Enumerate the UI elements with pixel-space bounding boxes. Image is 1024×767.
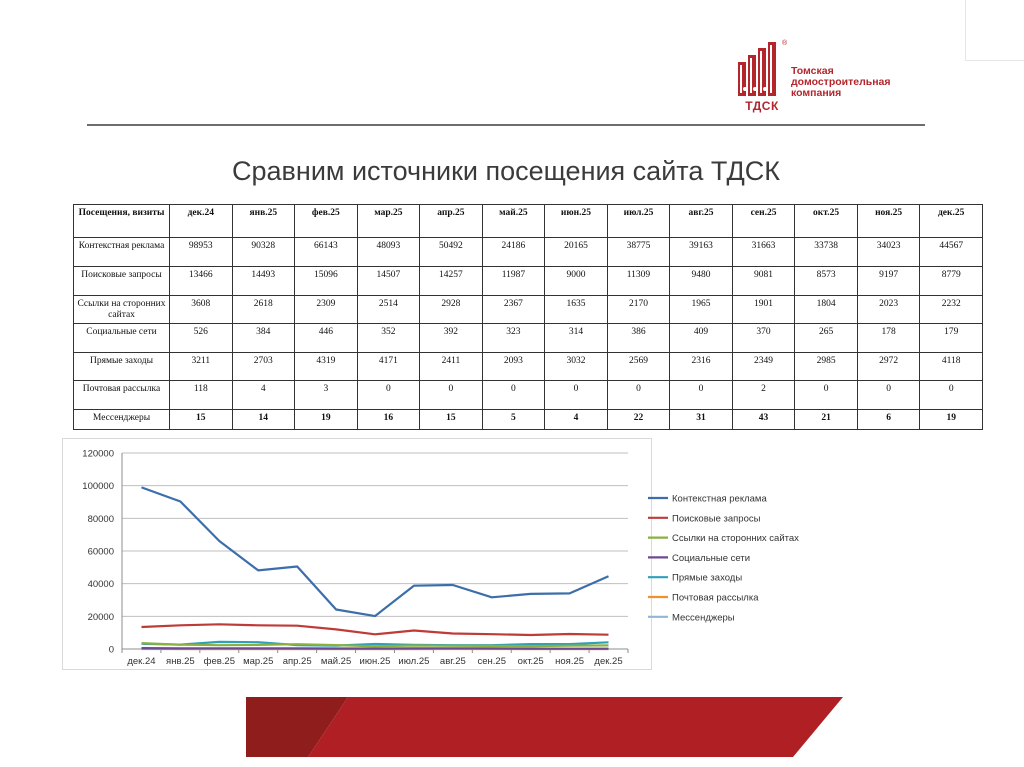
y-tick-label: 120000	[82, 448, 114, 460]
table-cell: 20165	[545, 238, 608, 267]
table-cell: 179	[920, 324, 983, 353]
table-cell: 15	[420, 410, 483, 430]
table-cell: 2349	[732, 353, 795, 381]
table-cell: 2367	[482, 296, 545, 324]
visits-line-chart	[62, 438, 799, 670]
table-row	[74, 238, 983, 267]
table-cell: 4171	[357, 353, 420, 381]
table-cell: 34023	[857, 238, 920, 267]
table-cell: 19	[295, 410, 358, 430]
table-cell: 0	[795, 381, 858, 410]
table-cell: 19	[920, 410, 983, 430]
table-cell: 526	[170, 324, 233, 353]
table-cell: 4118	[920, 353, 983, 381]
table-cell: 2569	[607, 353, 670, 381]
table-column-header: мар.25	[357, 205, 420, 238]
table-cell: 3032	[545, 353, 608, 381]
table-row	[74, 353, 983, 381]
table-cell: 0	[357, 381, 420, 410]
legend-label: Социальные сети	[672, 552, 751, 564]
y-tick-label: 100000	[82, 481, 114, 493]
table-cell: 31	[670, 410, 733, 430]
table-cell: 9000	[545, 267, 608, 296]
footer-red-band	[246, 697, 843, 757]
table-column-header: фев.25	[295, 205, 358, 238]
table-cell: 3211	[170, 353, 233, 381]
table-cell: 0	[670, 381, 733, 410]
row-label: Социальные сети	[74, 324, 170, 353]
table-cell: 0	[607, 381, 670, 410]
table-cell: 24186	[482, 238, 545, 267]
table-cell: 48093	[357, 238, 420, 267]
table-cell: 323	[482, 324, 545, 353]
row-label: Поисковые запросы	[74, 267, 170, 296]
table-cell: 3608	[170, 296, 233, 324]
table-cell: 2232	[920, 296, 983, 324]
series-line	[142, 487, 609, 616]
frame-line	[965, 0, 966, 60]
table-cell: 66143	[295, 238, 358, 267]
table-cell: 1965	[670, 296, 733, 324]
table-cell: 370	[732, 324, 795, 353]
table-cell: 1901	[732, 296, 795, 324]
x-tick-label: дек.25	[594, 656, 623, 667]
table-cell: 2023	[857, 296, 920, 324]
x-tick-label: окт.25	[517, 656, 544, 667]
row-label: Мессенджеры	[74, 410, 170, 430]
table-cell: 9197	[857, 267, 920, 296]
table-column-header: май.25	[482, 205, 545, 238]
table-cell: 5	[482, 410, 545, 430]
y-tick-label: 0	[108, 644, 114, 656]
table-column-header: апр.25	[420, 205, 483, 238]
table-cell: 2309	[295, 296, 358, 324]
table-cell: 384	[232, 324, 295, 353]
y-tick-label: 80000	[87, 513, 114, 525]
row-label: Ссылки на сторонних сайтах	[74, 296, 170, 324]
y-tick-label: 60000	[87, 546, 114, 558]
table-column-header: окт.25	[795, 205, 858, 238]
row-label: Прямые заходы	[74, 353, 170, 381]
x-tick-label: фев.25	[203, 656, 235, 667]
table-cell: 43	[732, 410, 795, 430]
table-cell: 11309	[607, 267, 670, 296]
table-cell: 14	[232, 410, 295, 430]
table-cell: 90328	[232, 238, 295, 267]
table-cell: 2618	[232, 296, 295, 324]
table-cell: 2514	[357, 296, 420, 324]
table-cell: 13466	[170, 267, 233, 296]
table-cell: 4	[232, 381, 295, 410]
table-cell: 11987	[482, 267, 545, 296]
table-cell: 9480	[670, 267, 733, 296]
table-cell: 1804	[795, 296, 858, 324]
table-cell: 14257	[420, 267, 483, 296]
legend-label: Контекстная реклама	[672, 493, 767, 505]
row-label: Контекстная реклама	[74, 238, 170, 267]
table-row	[74, 410, 983, 430]
x-tick-label: янв.25	[166, 656, 195, 667]
table-cell: 21	[795, 410, 858, 430]
table-cell: 33738	[795, 238, 858, 267]
row-label: Почтовая рассылка	[74, 381, 170, 410]
table-cell: 178	[857, 324, 920, 353]
table-column-header: авг.25	[670, 205, 733, 238]
table-cell: 2972	[857, 353, 920, 381]
table-cell: 31663	[732, 238, 795, 267]
table-cell: 386	[607, 324, 670, 353]
table-column-header: июл.25	[607, 205, 670, 238]
x-tick-label: май.25	[320, 656, 352, 667]
table-row	[74, 267, 983, 296]
legend-label: Поисковые запросы	[672, 513, 761, 525]
table-cell: 446	[295, 324, 358, 353]
table-column-header: янв.25	[232, 205, 295, 238]
table-cell: 2316	[670, 353, 733, 381]
table-cell: 2928	[420, 296, 483, 324]
x-tick-label: сен.25	[477, 656, 507, 667]
x-tick-label: апр.25	[282, 656, 312, 667]
table-header-label: Посещения, визиты	[74, 205, 170, 238]
table-cell: 4	[545, 410, 608, 430]
table-cell: 39163	[670, 238, 733, 267]
y-tick-label: 40000	[87, 579, 114, 591]
table-header-row	[74, 205, 983, 238]
table-cell: 14507	[357, 267, 420, 296]
y-tick-label: 20000	[87, 611, 114, 623]
table-cell: 2703	[232, 353, 295, 381]
table-cell: 9081	[732, 267, 795, 296]
x-tick-label: дек.24	[127, 656, 156, 667]
x-tick-label: ноя.25	[555, 656, 585, 667]
table-column-header: дек.24	[170, 205, 233, 238]
table-cell: 14493	[232, 267, 295, 296]
x-tick-label: июн.25	[359, 656, 391, 667]
visits-table	[73, 204, 983, 430]
x-tick-label: мар.25	[243, 656, 274, 667]
legend-label: Почтовая рассылка	[672, 592, 759, 604]
table-cell: 3	[295, 381, 358, 410]
table-column-header: сен.25	[732, 205, 795, 238]
table-cell: 15096	[295, 267, 358, 296]
logo-name-line: домостроительная	[791, 76, 891, 88]
table-cell: 118	[170, 381, 233, 410]
table-cell: 0	[482, 381, 545, 410]
series-line	[142, 624, 609, 635]
frame-line	[965, 60, 1024, 61]
table-column-header: дек.25	[920, 205, 983, 238]
table-cell: 2	[732, 381, 795, 410]
table-cell: 2170	[607, 296, 670, 324]
table-cell: 22	[607, 410, 670, 430]
table-cell: 44567	[920, 238, 983, 267]
logo-name-line: Томская	[791, 65, 834, 77]
table-cell: 38775	[607, 238, 670, 267]
table-column-header: июн.25	[545, 205, 608, 238]
x-tick-label: июл.25	[398, 656, 430, 667]
legend-label: Прямые заходы	[672, 572, 743, 584]
table-row	[74, 296, 983, 324]
table-cell: 409	[670, 324, 733, 353]
table-cell: 0	[545, 381, 608, 410]
table-cell: 15	[170, 410, 233, 430]
table-cell: 314	[545, 324, 608, 353]
registered-mark: ®	[782, 40, 788, 47]
legend-label: Ссылки на сторонних сайтах	[672, 533, 799, 545]
logo-abbreviation: ТДСК	[745, 99, 779, 113]
table-cell: 2411	[420, 353, 483, 381]
chart-svg	[62, 438, 799, 670]
table-row	[74, 324, 983, 353]
header-divider	[87, 124, 925, 126]
table-row	[74, 381, 983, 410]
table-cell: 8779	[920, 267, 983, 296]
page-title: Сравним источники посещения сайта ТДСК	[232, 156, 780, 186]
table-cell: 2985	[795, 353, 858, 381]
table-cell: 98953	[170, 238, 233, 267]
table-cell: 50492	[420, 238, 483, 267]
x-tick-label: авг.25	[439, 656, 466, 667]
table-cell: 4319	[295, 353, 358, 381]
table-cell: 0	[857, 381, 920, 410]
table-cell: 1635	[545, 296, 608, 324]
table-cell: 0	[420, 381, 483, 410]
logo-name-line: компания	[791, 87, 842, 99]
table-cell: 8573	[795, 267, 858, 296]
table-cell: 265	[795, 324, 858, 353]
table-cell: 0	[920, 381, 983, 410]
table-cell: 392	[420, 324, 483, 353]
table-column-header: ноя.25	[857, 205, 920, 238]
table-cell: 2093	[482, 353, 545, 381]
legend-label: Мессенджеры	[672, 612, 735, 624]
table-cell: 6	[857, 410, 920, 430]
logo-company-name	[791, 66, 906, 99]
series-line	[142, 648, 609, 649]
table-cell: 352	[357, 324, 420, 353]
company-logo	[736, 40, 906, 112]
table-cell: 16	[357, 410, 420, 430]
